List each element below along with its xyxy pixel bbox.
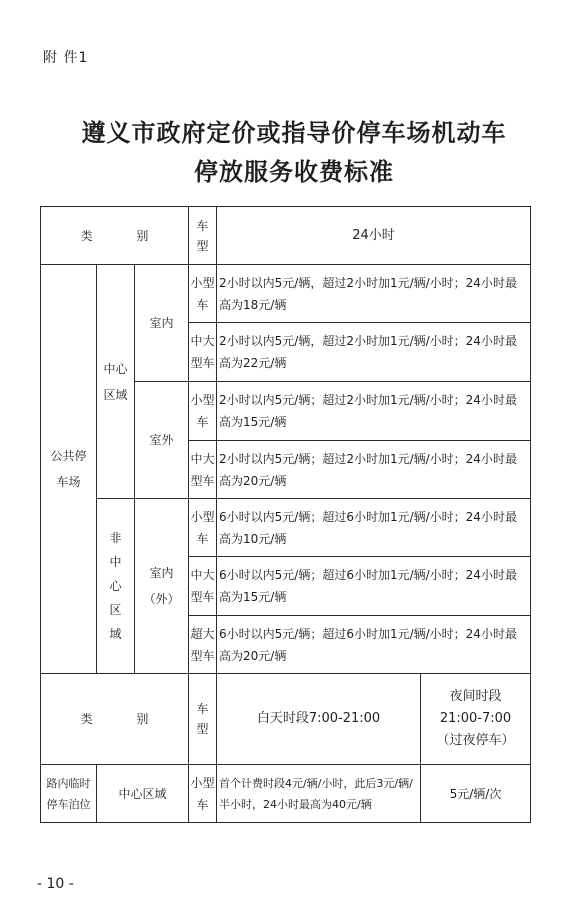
roadside-vehicle-type: 小型车 [190, 775, 215, 812]
fee-cell: 2小时以内5元/辆；超过2小时加1元/辆/小时；24小时最高为20元/辆 [219, 451, 517, 488]
vehicle-type-cell: 超大型车 [190, 626, 215, 663]
document-title-line-1: 遵义市政府定价或指导价停车场机动车 [81, 118, 507, 147]
header-day-period: 白天时段7:00-21:00 [256, 711, 381, 726]
vehicle-type-cell: 中大型车 [190, 334, 215, 370]
night-period-hours: 21:00-7:00 [439, 711, 512, 726]
fee-cell: 2小时以内5元/辆，超过2小时加1元/辆/小时；24小时最高为18元/辆 [219, 275, 517, 312]
roadside-parking-type: 路内临时停车泊位 [46, 776, 91, 811]
roadside-zone: 中心区域 [118, 786, 167, 801]
fee-cell: 2小时以内5元/辆，超过2小时加1元/辆/小时；24小时最高为22元/辆 [219, 334, 517, 370]
page-number: - 10 - [37, 876, 74, 892]
vehicle-type-cell: 小型车 [190, 275, 215, 312]
roadside-day-fee: 首个计费时段4元/辆/小时，此后3元/辆/半小时，24小时最高为40元/辆 [219, 776, 413, 811]
vehicle-type-cell: 小型车 [190, 393, 215, 429]
location-indoor-outdoor: 室内（外） [143, 566, 180, 606]
zone-non-center: 非中心区域 [109, 531, 122, 641]
header-24h: 24小时 [352, 227, 395, 243]
night-period-label: 夜间时段 [449, 689, 502, 704]
header-vehicle-type-2: 车型 [196, 702, 209, 736]
location-outdoor: 室外 [149, 433, 174, 447]
roadside-night-fee: 5元/辆/次 [449, 786, 502, 801]
fee-cell: 6小时以内5元/辆；超过6小时加1元/辆/小时；24小时最高为10元/辆 [219, 509, 517, 546]
group-public-parking: 公共停车场 [50, 449, 87, 489]
attachment-label: 附 件1 [43, 50, 89, 66]
header-category-2: 类 别 [80, 712, 169, 726]
fee-cell: 6小时以内5元/辆；超过6小时加1元/辆/小时；24小时最高为20元/辆 [219, 626, 517, 663]
fee-cell: 2小时以内5元/辆；超过2小时加1元/辆/小时；24小时最高为15元/辆 [219, 393, 517, 429]
header-night-period [421, 674, 530, 764]
vehicle-type-cell: 中大型车 [190, 451, 215, 488]
vehicle-type-cell: 中大型车 [190, 568, 215, 604]
location-indoor: 室内 [149, 316, 174, 330]
table-border-right [530, 206, 531, 823]
header-vehicle-type: 车型 [196, 218, 209, 253]
night-period-note: （过夜停车） [436, 733, 515, 748]
document-title-line-2: 停放服务收费标准 [194, 157, 394, 186]
header-category: 类 别 [80, 228, 169, 243]
vehicle-type-cell: 小型车 [190, 509, 215, 546]
table-border-bottom [40, 822, 530, 823]
zone-center: 中心区域 [103, 361, 128, 402]
fee-cell: 6小时以内5元/辆；超过6小时加1元/辆/小时；24小时最高为15元/辆 [219, 568, 517, 604]
